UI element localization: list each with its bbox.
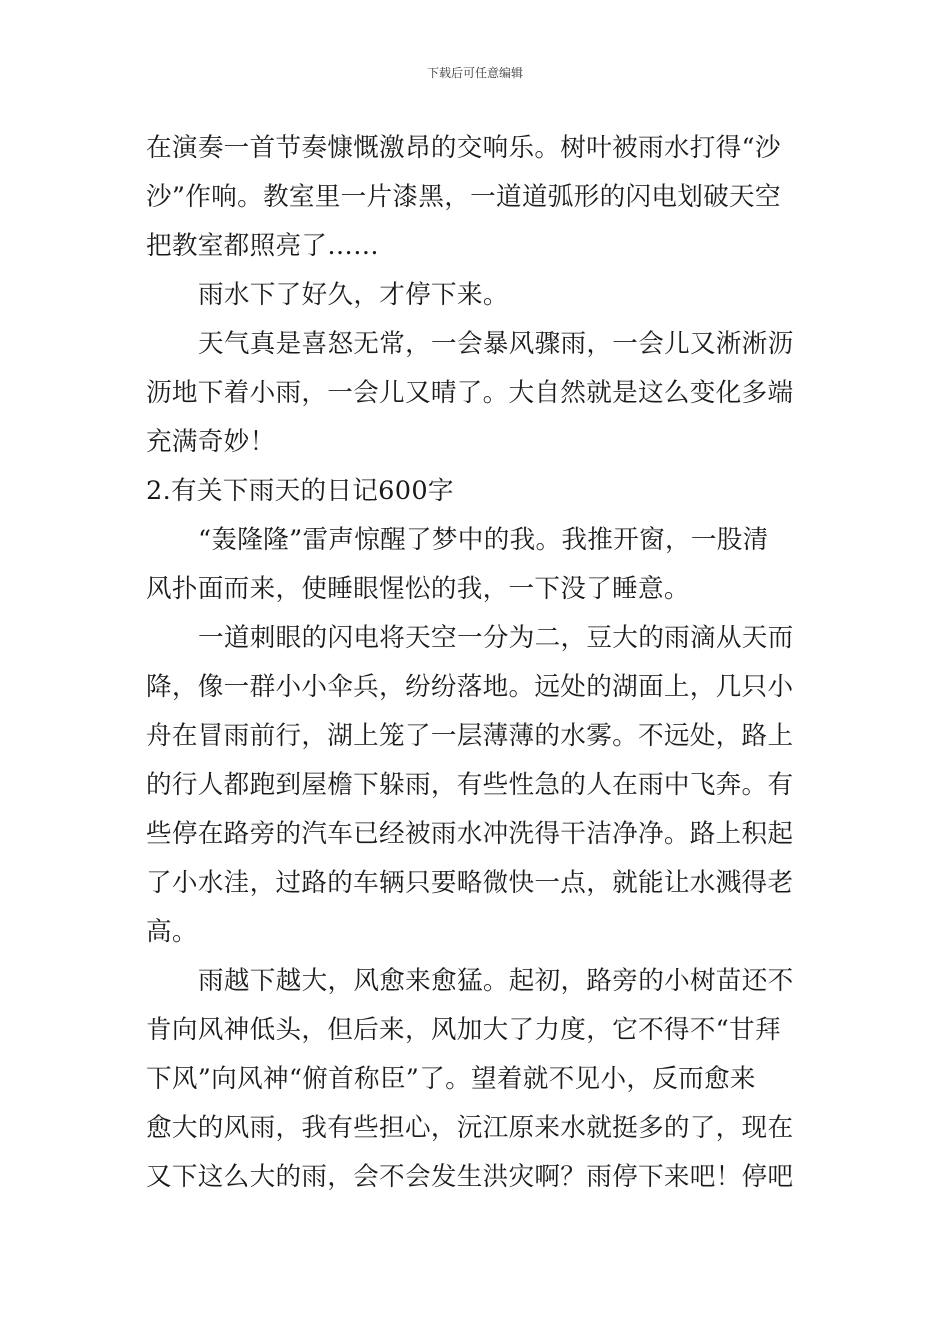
text-line: 沥地下着小雨，一会儿又晴了。大自然就是这么变化多端	[146, 378, 794, 408]
text-line: 又下这么大的雨，会不会发生洪灾啊？雨停下来吧！停吧	[146, 1162, 794, 1192]
text-line: 在演奏一首节奏慷慨激昂的交响乐。树叶被雨水打得“沙	[146, 133, 781, 163]
text-line: 下风”向风神“俯首称臣”了。望着就不见小，反而愈来	[146, 1064, 756, 1094]
text-line: 些停在路旁的汽车已经被雨水冲洗得干洁净净。路上积起	[146, 819, 794, 849]
text-line: 降，像一群小小伞兵，纷纷落地。远处的湖面上，几只小	[146, 672, 794, 702]
text-line: 把教室都照亮了……	[146, 231, 380, 261]
section-heading: 2.有关下雨天的日记600字	[146, 476, 454, 506]
text-line: 风扑面而来，使睡眼惺忪的我，一下没了睡意。	[146, 574, 690, 604]
text-line: 舟在冒雨前行，湖上笼了一层薄薄的水雾。不远处，路上	[146, 721, 794, 751]
text-line: 沙”作响。教室里一片漆黑，一道道弧形的闪电划破天空	[146, 182, 781, 212]
text-line: 肯向风神低头，但后来，风加大了力度，它不得不“甘拜	[146, 1015, 781, 1045]
paragraph-line: 天气真是喜怒无常，一会暴风骤雨，一会儿又淅淅沥	[198, 329, 794, 359]
paragraph-line: 雨越下越大，风愈来愈猛。起初，路旁的小树苗还不	[198, 966, 794, 996]
text-line: 愈大的风雨，我有些担心，沅江原来水就挺多的了，现在	[146, 1113, 794, 1143]
text-line: 高。	[146, 917, 198, 947]
paragraph-line: “轰隆隆”雷声惊醒了梦中的我。我推开窗，一股清	[198, 525, 769, 555]
text-line: 充满奇妙！	[146, 427, 276, 457]
text-line: 了小水洼，过路的车辆只要略微快一点，就能让水溅得老	[146, 868, 794, 898]
text-line: 的行人都跑到屋檐下躲雨，有些性急的人在雨中飞奔。有	[146, 770, 794, 800]
document-body	[146, 124, 808, 1202]
paragraph-line: 雨水下了好久，才停下来。	[198, 280, 509, 310]
paragraph-line: 一道刺眼的闪电将天空一分为二，豆大的雨滴从天而	[198, 623, 794, 653]
page-header: 下载后可任意编辑	[426, 66, 523, 80]
